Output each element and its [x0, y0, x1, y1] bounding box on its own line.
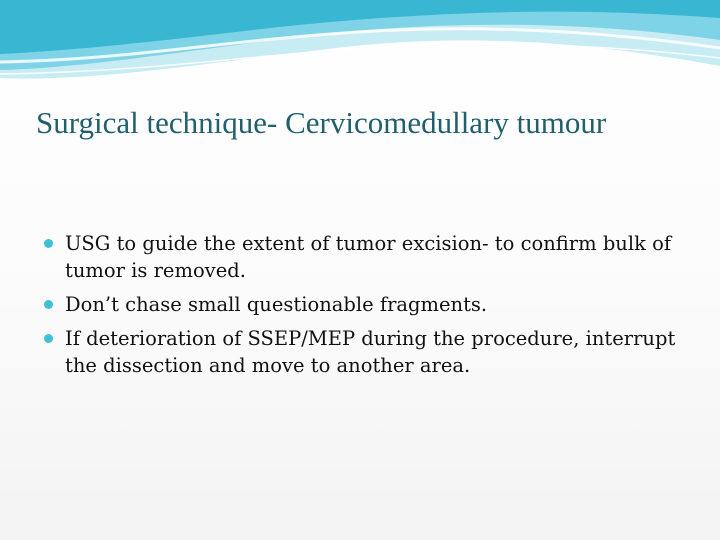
bullet-text: USG to guide the extent of tumor excision- to confirm bulk of tumor is removed.	[65, 232, 672, 282]
bullet-list	[44, 230, 684, 386]
bullet-dot-icon	[44, 334, 53, 343]
slide-title: Surgical technique- Cervicomedullary tumour	[36, 105, 607, 140]
bullet-item	[44, 325, 684, 379]
bullet-text: Don’t chase small questionable fragments.	[65, 293, 488, 316]
bullet-dot-icon	[44, 239, 53, 248]
bullet-item	[44, 291, 684, 318]
bullet-dot-icon	[44, 300, 53, 309]
bullet-item	[44, 230, 684, 284]
decorative-wave-header	[0, 0, 720, 90]
bullet-text: If deterioration of SSEP/MEP during the procedure, interrupt the dissection and move to another area.	[65, 327, 676, 377]
